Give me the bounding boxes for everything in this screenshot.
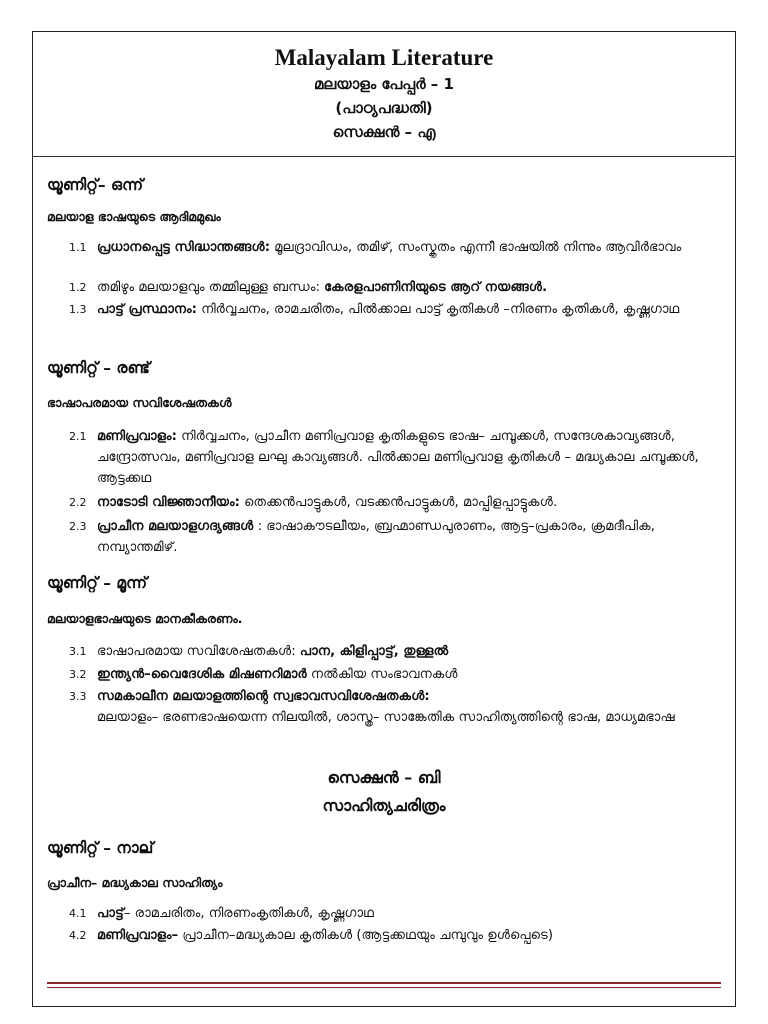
item-text: മലയാളം– ഭരണഭാഷയെന്ന നിലയിൽ, ശാസ്ത്ര– സാങ്കേതിക സാഹിത്യത്തിന്റെ ഭാഷ, മാധ്യമഭാഷ xyxy=(97,710,675,725)
list-item xyxy=(69,277,719,298)
item-number: 2.3 xyxy=(69,520,87,533)
section-a-label: സെക്ഷൻ – എ xyxy=(332,123,436,141)
section-b-title: സെക്ഷൻ – ബി xyxy=(327,768,441,787)
item-bold: പ്രാചീന മലയാളഗദ്യങ്ങൾ xyxy=(97,519,254,534)
unit-1-heading: യൂണിറ്റ്– ഒന്ന് xyxy=(47,176,144,194)
item-number: 1.2 xyxy=(69,281,87,294)
item-text: നിർവ്വചനം, പ്രാചീന മണിപ്രവാള കൃതികളുടെ ഭാഷ– ചമ്പൂക്കൾ, സന്ദേശകാവ്യങ്ങൾ, ചന്ദ്രോത്സവം, മണിപ്രവാള ലഘു കാവ്യങ്ങൾ. പിൽക്കാല മണിപ്രവാള കൃതികൾ – മദ്ധ്യകാല ചമ്പൂക്കൾ, ആട്ടക്കഥ xyxy=(97,429,699,486)
item-bold: സമകാലീന മലയാളത്തിന്റെ സ്വഭാവസവിശേഷതകൾ: xyxy=(97,689,430,704)
item-number: 1.1 xyxy=(69,241,87,254)
unit-4-heading: യൂണിറ്റ് – നാല് xyxy=(47,839,154,857)
unit-3-subheading: മലയാളഭാഷയുടെ മാനകീകരണം. xyxy=(47,611,243,626)
item-bold: പ്രധാനപ്പെട്ട സിദ്ധാന്തങ്ങൾ: xyxy=(97,240,271,255)
item-number: 2.2 xyxy=(69,496,87,509)
list-item xyxy=(69,686,719,728)
list-item xyxy=(69,426,719,489)
footer-divider xyxy=(47,982,721,984)
list-item xyxy=(69,299,719,320)
list-item xyxy=(69,516,719,558)
item-bold: നാടോടി വിജ്ഞാനീയം: xyxy=(97,495,240,510)
item-bold: പാട്ട് പ്രസ്ഥാനം: xyxy=(97,302,197,317)
unit-2-subheading: ഭാഷാപരമായ സവിശേഷതകൾ xyxy=(47,395,232,410)
list-item xyxy=(69,903,719,924)
item-bold: കേരളപാണിനിയുടെ ആറ് നയങ്ങൾ. xyxy=(324,280,548,295)
item-text: തമിഴും മലയാളവും തമ്മിലുള്ള ബന്ധം: xyxy=(97,280,325,295)
item-bold: മണിപ്രവാളം– xyxy=(97,928,179,943)
item-number: 3.3 xyxy=(69,690,87,703)
unit-2-heading: യൂണിറ്റ് – രണ്ട് xyxy=(47,359,150,377)
item-number: 4.2 xyxy=(69,929,87,942)
item-number: 1.3 xyxy=(69,303,87,316)
item-number: 4.1 xyxy=(69,907,87,920)
item-text: ഭാഷാപരമായ സവിശേഷതകൾ: xyxy=(97,644,300,659)
document-header xyxy=(33,44,735,144)
footer-divider-thin xyxy=(47,987,721,988)
item-number: 2.1 xyxy=(69,430,87,443)
list-item xyxy=(69,641,719,662)
list-item xyxy=(69,664,719,685)
unit-1-subheading: മലയാള ഭാഷയുടെ ആദിമമുഖം xyxy=(47,209,221,224)
item-text: – രാമചരിതം, നിരണംകൃതികൾ, കൃഷ്ണഗാഥ xyxy=(123,906,374,921)
unit-4-subheading: പ്രാചീന– മദ്ധ്യകാല സാഹിത്യം xyxy=(47,875,223,890)
item-bold: മണിപ്രവാളം: xyxy=(97,429,177,444)
item-number: 3.1 xyxy=(69,645,87,658)
item-text: മൂലദ്രാവിഡം, തമിഴ്, സംസ്കൃതം എന്നീ ഭാഷയിൽ നിന്നും ആവിർഭാവം xyxy=(270,240,682,255)
item-text: പ്രാചീന–മദ്ധ്യകാല കൃതികൾ (ആട്ടക്കഥയും ചമ്പുവും ഉൾപ്പെടെ) xyxy=(178,928,553,943)
item-bold: ഇന്ത്യൻ–വൈദേശിക മിഷണറിമാർ xyxy=(97,667,307,682)
item-text: നൽകിയ സംഭാവനകൾ xyxy=(306,667,458,682)
item-text: തെക്കൻപാട്ടുകൾ, വടക്കൻപാട്ടുകൾ, മാപ്പിളപ്പാട്ടുകൾ. xyxy=(239,495,558,510)
header-divider xyxy=(33,156,735,157)
unit-3-heading: യൂണിറ്റ് – മൂന്ന് xyxy=(47,574,148,592)
list-item xyxy=(69,237,719,258)
item-number: 3.2 xyxy=(69,668,87,681)
list-item xyxy=(69,492,719,513)
item-text: : ഭാഷാകൗടലീയം, ബ്രഹ്മാണ്ഡപുരാണം, ആട്ട–പ്രകാരം, ക്രമദീപിക, നമ്പ്യാന്തമിഴ്. xyxy=(97,519,655,555)
section-b-subtitle: സാഹിത്യചരിത്രം xyxy=(322,796,446,815)
syllabus-label: (പാഠ്യപദ്ധതി) xyxy=(335,99,433,117)
document-title: Malayalam Literature xyxy=(274,45,494,70)
page-frame xyxy=(32,31,736,1007)
paper-label: മലയാളം പേപ്പർ – 1 xyxy=(314,75,454,93)
item-bold: പാന, കിളിപ്പാട്ട്, തുള്ളൽ xyxy=(299,644,449,659)
list-item xyxy=(69,925,719,946)
item-text: നിർവ്വചനം, രാമചരിതം, പിൽക്കാല പാട്ട് കൃതികൾ –നിരണം കൃതികൾ, കൃഷ്ണഗാഥ xyxy=(196,302,680,317)
item-bold: പാട്ട് xyxy=(97,906,124,921)
